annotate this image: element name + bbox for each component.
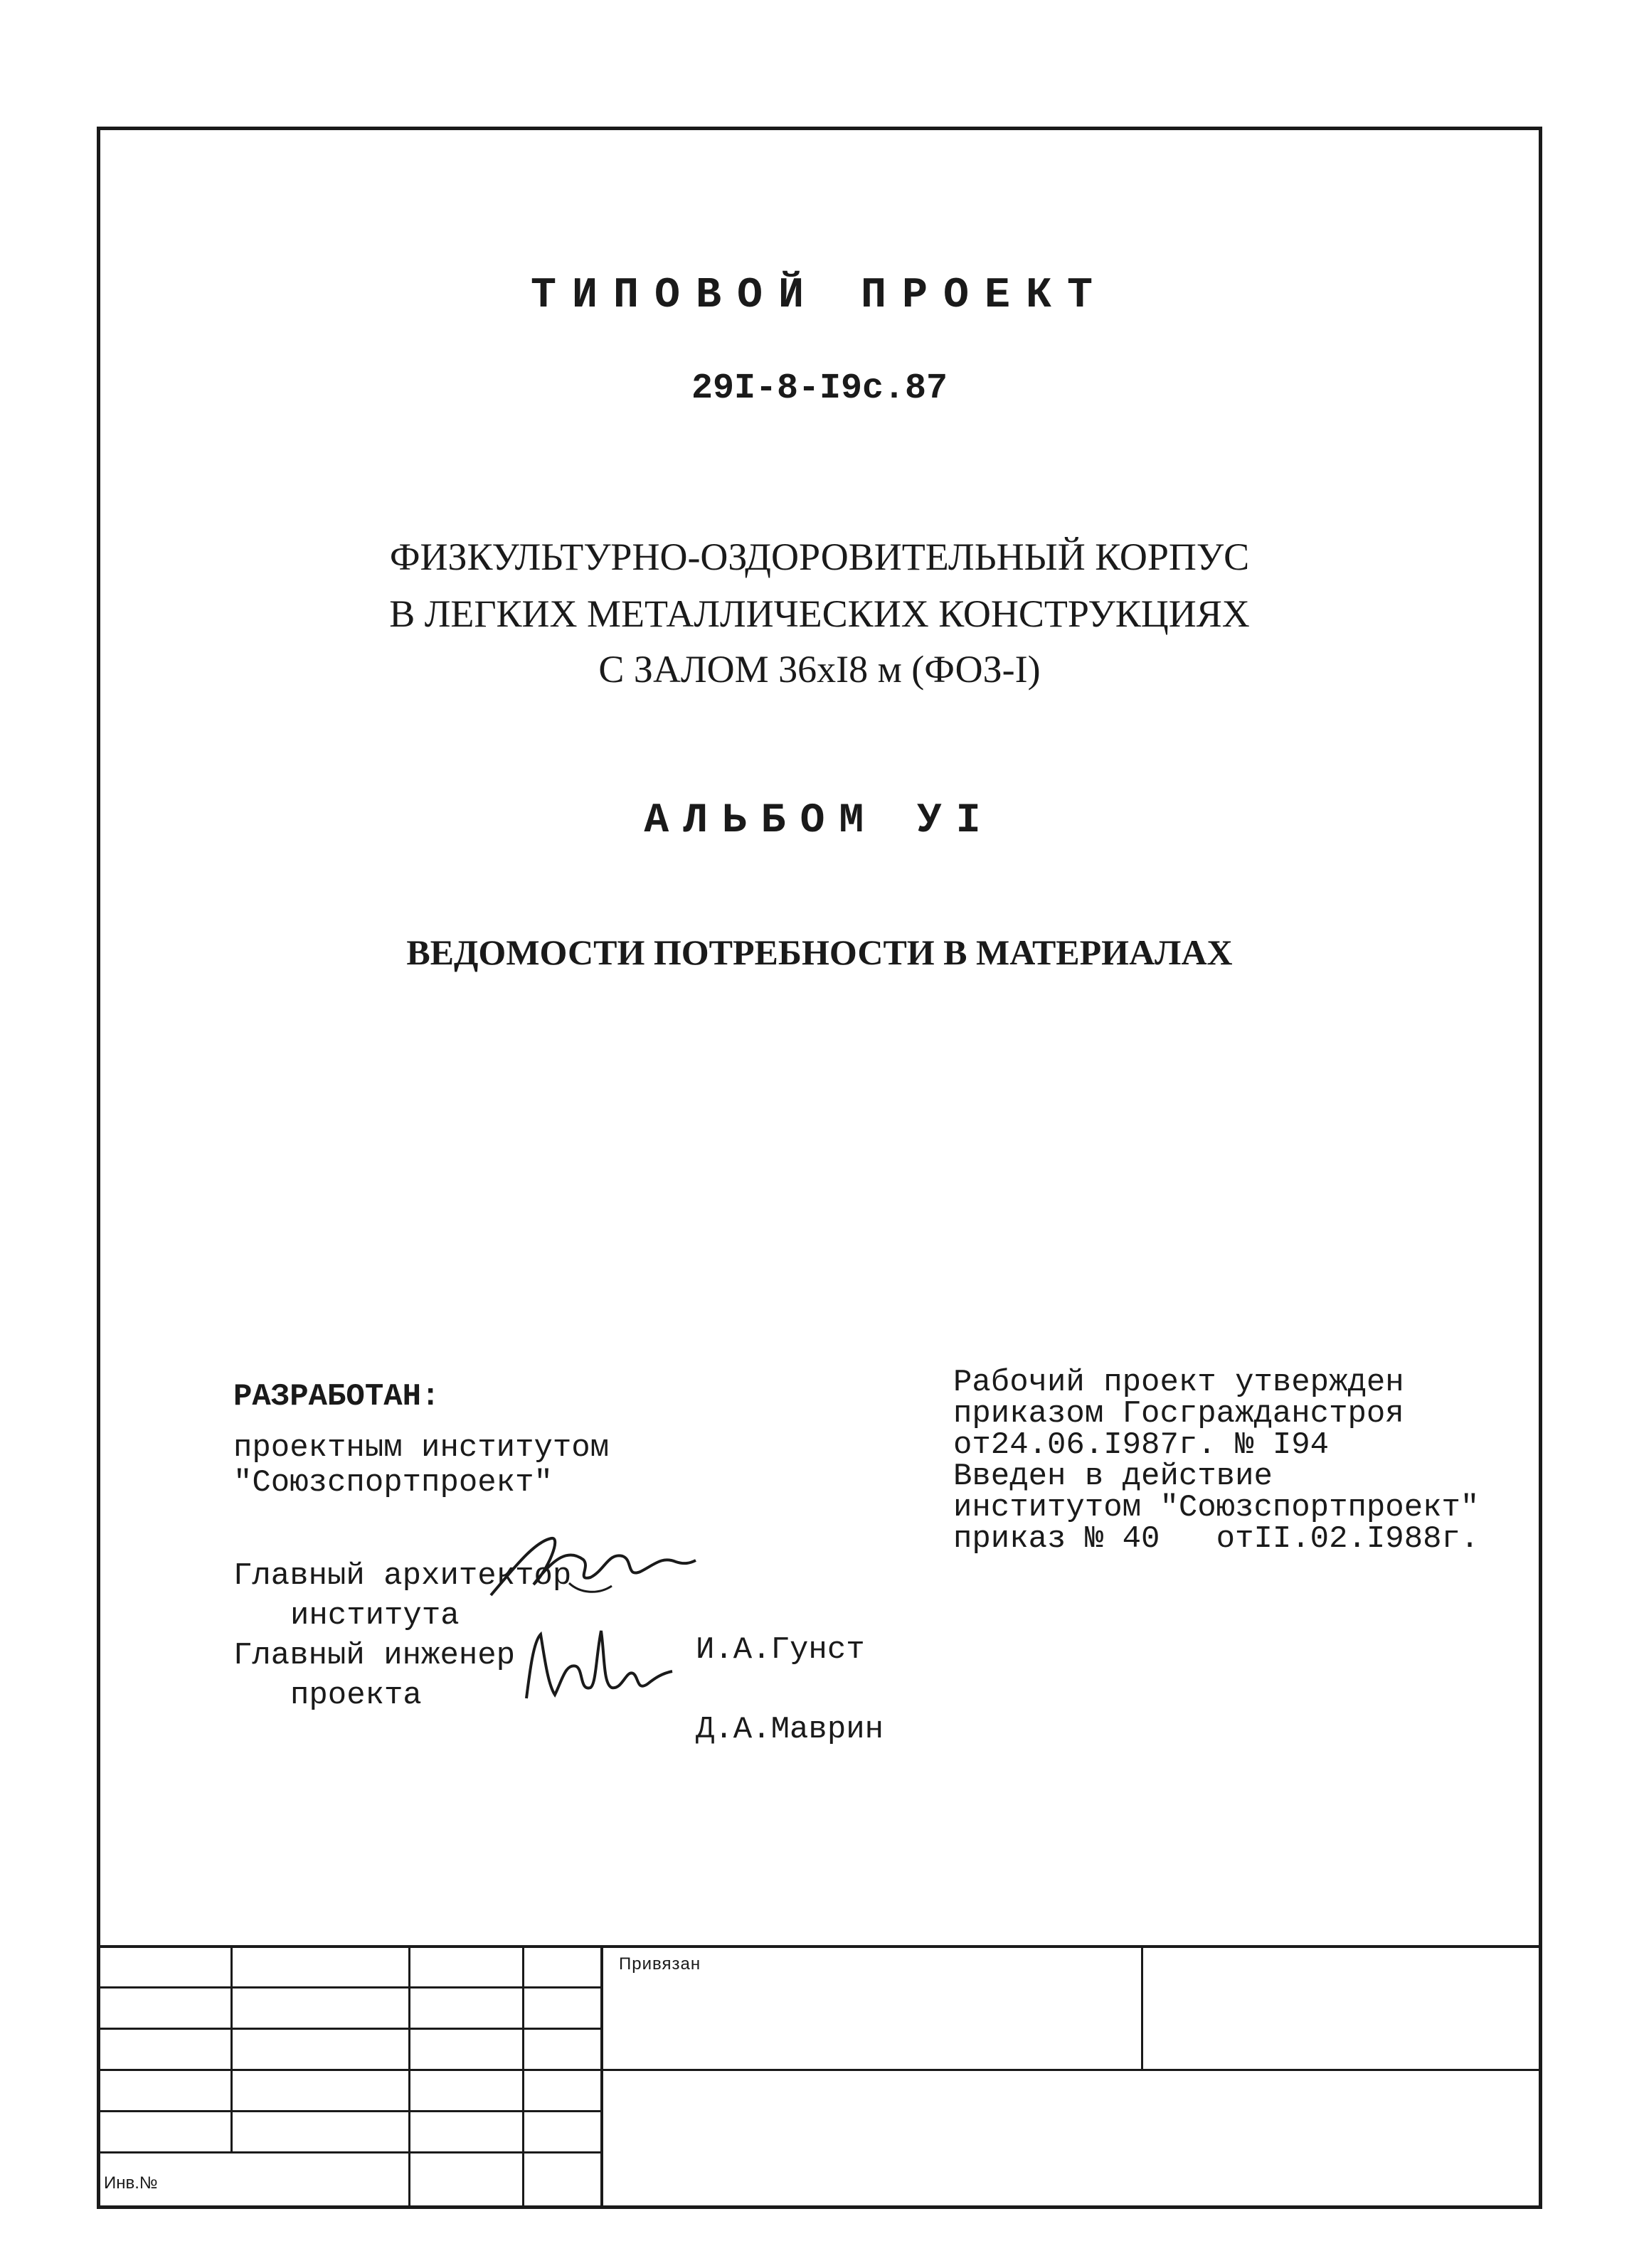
project-code: 29I-8-I9с.87: [691, 368, 948, 409]
developed-by-label: РАЗРАБОТАН:: [233, 1379, 440, 1415]
approval-line-2: приказом Госгражданстроя: [953, 1396, 1404, 1432]
stamp-col-line: [1141, 1945, 1143, 2069]
stamp-col-line: [600, 1945, 603, 2209]
approval-block: [953, 1367, 1537, 1555]
chief-engineer-role: Главный инженер: [233, 1637, 516, 1673]
approval-line-5: институтом "Союзспортпроект": [953, 1490, 1480, 1526]
stamp-grid-line: [97, 2069, 603, 2071]
document-title: ТИПОВОЙ ПРОЕКТ: [530, 272, 1109, 320]
chief-architect-name: И.А.Гунст: [696, 1631, 865, 1668]
stamp-grid-line: [97, 2028, 603, 2030]
approval-line-1: Рабочий проект утвержден: [953, 1365, 1404, 1400]
stamp-col-line: [522, 1945, 524, 2209]
stamp-right-divider: [603, 2069, 1542, 2071]
approval-line-6: приказ № 40 отII.02.I988г.: [953, 1521, 1480, 1557]
approval-line-3: от24.06.I987г. № I94: [953, 1427, 1330, 1463]
developer-org-line-1: проектным институтом: [233, 1430, 610, 1466]
project-name-line-1: ФИЗКУЛЬТУРНО-ОЗДОРОВИТЕЛЬНЫЙ КОРПУС: [389, 536, 1250, 578]
chief-architect-role-institute: института: [290, 1597, 460, 1634]
sheet-frame: [97, 127, 1542, 2209]
approval-line-4: Введен в действие: [953, 1459, 1273, 1494]
stamp-col-line: [230, 1945, 233, 2151]
album-title: АЛЬБОМ УI: [644, 798, 995, 844]
stamp-grid-line: [97, 2110, 603, 2112]
stamp-table: [97, 1945, 1542, 2209]
chief-engineer-signature: [512, 1613, 683, 1705]
stamp-top-line: [97, 1945, 1542, 1948]
chief-architect-role: Главный архитектор: [233, 1558, 572, 1594]
chief-engineer-name: Д.А.Маврин: [696, 1711, 884, 1747]
stamp-grid-line: [97, 1986, 603, 1989]
chief-architect-signature: [484, 1528, 697, 1606]
album-subtitle: ВЕДОМОСТИ ПОТРЕБНОСТИ В МАТЕРИАЛАХ: [406, 932, 1233, 972]
privyazan-label: Привязан: [619, 1954, 701, 1974]
chief-engineer-role-project: проекта: [290, 1677, 422, 1713]
project-name-line-2: В ЛЕГКИХ МЕТАЛЛИЧЕСКИХ КОНСТРУКЦИЯХ: [389, 592, 1250, 635]
project-name-line-3: С ЗАЛОМ 36хI8 м (ФОЗ-I): [598, 648, 1041, 691]
stamp-grid-line: [97, 2151, 603, 2153]
stamp-col-line: [408, 1945, 410, 2209]
developer-org-line-2: "Союзспортпроект": [233, 1464, 553, 1501]
inventory-number-label: Инв.№: [104, 2173, 158, 2193]
